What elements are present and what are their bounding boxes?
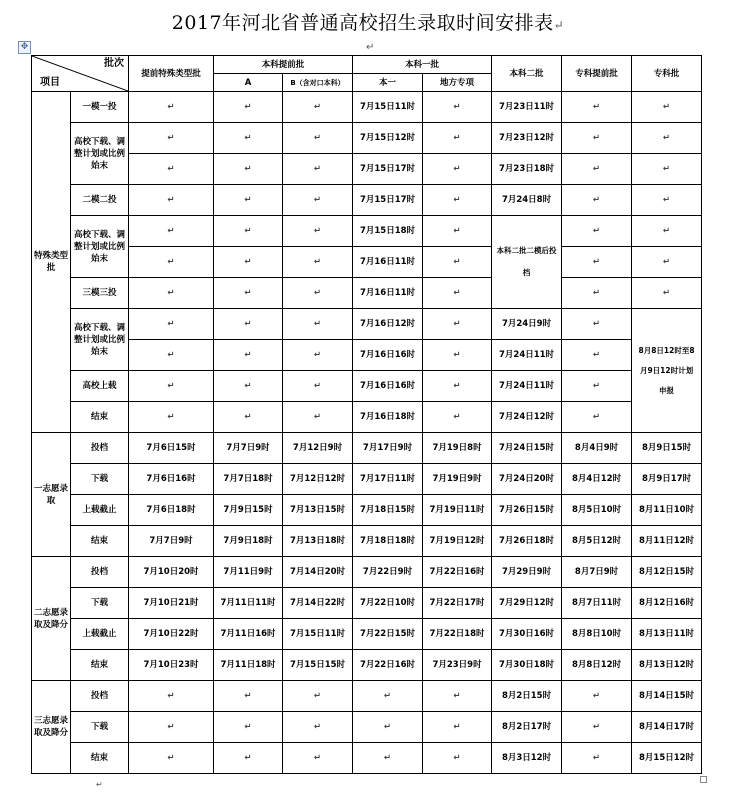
col-header-special: 提前特殊类型批	[129, 56, 214, 92]
time-cell: 7月10日20时	[129, 557, 214, 588]
item-label: 下载	[71, 588, 129, 619]
empty-cell: ↵	[423, 247, 492, 278]
col-header-bk1: 本科一批	[353, 56, 492, 74]
empty-cell: ↵	[562, 92, 632, 123]
time-cell: 7月17日9时	[353, 433, 423, 464]
empty-cell: ↵	[129, 712, 214, 743]
empty-cell: ↵	[129, 681, 214, 712]
time-cell: 7月23日12时	[492, 123, 562, 154]
empty-cell: ↵	[214, 92, 283, 123]
col-header-bk1-b: 地方专项	[423, 74, 492, 92]
time-cell: 7月18日18时	[353, 526, 423, 557]
empty-cell: ↵	[283, 681, 353, 712]
empty-cell: ↵	[423, 278, 492, 309]
time-cell: 8月8日10时	[562, 619, 632, 650]
time-cell: 8月5日12时	[562, 526, 632, 557]
col-header-bk-early-b: B（含对口本科）	[283, 74, 353, 92]
empty-cell: ↵	[562, 681, 632, 712]
time-cell: 8月5日10时	[562, 495, 632, 526]
empty-cell: ↵	[129, 340, 214, 371]
time-cell: 8月12日15时	[632, 557, 702, 588]
time-cell: 7月11日16时	[214, 619, 283, 650]
merged-bk2-cell: 本科二批二模后投档	[492, 216, 562, 309]
paragraph-mark: ↵	[96, 780, 103, 789]
empty-cell: ↵	[562, 402, 632, 433]
empty-cell: ↵	[423, 712, 492, 743]
time-cell: 7月16日16时	[353, 371, 423, 402]
time-cell: 7月22日10时	[353, 588, 423, 619]
empty-cell: ↵	[423, 92, 492, 123]
item-label: 结束	[71, 526, 129, 557]
time-cell: 7月14日22时	[283, 588, 353, 619]
empty-cell: ↵	[129, 278, 214, 309]
time-cell: 8月8日12时	[562, 650, 632, 681]
time-cell: 7月15日11时	[283, 619, 353, 650]
time-cell: 7月15日17时	[353, 154, 423, 185]
empty-cell: ↵	[562, 185, 632, 216]
empty-cell: ↵	[632, 92, 702, 123]
time-cell: 8月15日12时	[632, 743, 702, 774]
time-cell: 7月30日16时	[492, 619, 562, 650]
col-header-zk-early: 专科提前批	[562, 56, 632, 92]
time-cell: 7月10日23时	[129, 650, 214, 681]
time-cell: 7月16日11时	[353, 247, 423, 278]
item-label: 一模一投	[71, 92, 129, 123]
time-cell: 7月19日8时	[423, 433, 492, 464]
time-cell: 7月17日11时	[353, 464, 423, 495]
empty-cell: ↵	[214, 743, 283, 774]
item-label: 下载	[71, 712, 129, 743]
empty-cell: ↵	[632, 123, 702, 154]
empty-cell: ↵	[353, 712, 423, 743]
empty-cell: ↵	[214, 154, 283, 185]
time-cell: 7月29日12时	[492, 588, 562, 619]
empty-cell: ↵	[283, 123, 353, 154]
item-label: 高校下载、调整计划或比例始末	[71, 123, 129, 185]
empty-cell: ↵	[632, 154, 702, 185]
time-cell: 7月22日16时	[353, 650, 423, 681]
empty-cell: ↵	[214, 681, 283, 712]
time-cell: 7月24日20时	[492, 464, 562, 495]
empty-cell: ↵	[562, 309, 632, 340]
col-header-bk1-a: 本一	[353, 74, 423, 92]
time-cell: 7月14日20时	[283, 557, 353, 588]
time-cell: 7月23日18时	[492, 154, 562, 185]
time-cell: 7月24日11时	[492, 340, 562, 371]
item-label: 三模三投	[71, 278, 129, 309]
empty-cell: ↵	[214, 185, 283, 216]
table-resize-handle[interactable]	[700, 776, 707, 783]
time-cell: 7月10日22时	[129, 619, 214, 650]
time-cell: 7月18日15时	[353, 495, 423, 526]
empty-cell: ↵	[214, 371, 283, 402]
schedule-table	[31, 55, 702, 774]
time-cell: 7月22日17时	[423, 588, 492, 619]
time-cell: 8月14日17时	[632, 712, 702, 743]
empty-cell: ↵	[562, 712, 632, 743]
empty-cell: ↵	[423, 154, 492, 185]
time-cell: 7月7日9时	[129, 526, 214, 557]
time-cell: 7月26日18时	[492, 526, 562, 557]
empty-cell: ↵	[129, 247, 214, 278]
empty-cell: ↵	[423, 681, 492, 712]
section-third: 三志愿录取及降分	[32, 681, 71, 774]
corner-label-item: 项目	[40, 77, 60, 88]
empty-cell: ↵	[129, 743, 214, 774]
time-cell: 7月23日11时	[492, 92, 562, 123]
empty-cell: ↵	[562, 123, 632, 154]
time-cell: 7月9日15时	[214, 495, 283, 526]
time-cell: 7月24日11时	[492, 371, 562, 402]
empty-cell: ↵	[283, 278, 353, 309]
corner-header-cell	[32, 56, 129, 92]
time-cell: 8月3日12时	[492, 743, 562, 774]
col-header-bk-early: 本科提前批	[214, 56, 353, 74]
empty-cell: ↵	[283, 154, 353, 185]
empty-cell: ↵	[129, 92, 214, 123]
empty-cell: ↵	[632, 278, 702, 309]
time-cell: 8月11日12时	[632, 526, 702, 557]
time-cell: 7月30日18时	[492, 650, 562, 681]
section-second: 二志愿录取及降分	[32, 557, 71, 681]
empty-cell: ↵	[562, 340, 632, 371]
item-label: 结束	[71, 743, 129, 774]
item-label: 结束	[71, 402, 129, 433]
empty-cell: ↵	[423, 185, 492, 216]
empty-cell: ↵	[129, 309, 214, 340]
time-cell: 7月16日12时	[353, 309, 423, 340]
empty-cell: ↵	[423, 309, 492, 340]
item-label: 下载	[71, 464, 129, 495]
empty-cell: ↵	[283, 92, 353, 123]
col-header-bk2: 本科二批	[492, 56, 562, 92]
time-cell: 7月24日15时	[492, 433, 562, 464]
time-cell: 7月7日9时	[214, 433, 283, 464]
empty-cell: ↵	[214, 278, 283, 309]
time-cell: 7月15日17时	[353, 185, 423, 216]
time-cell: 7月15日11时	[353, 92, 423, 123]
empty-cell: ↵	[214, 123, 283, 154]
time-cell: 8月11日10时	[632, 495, 702, 526]
time-cell: 7月16日16时	[353, 340, 423, 371]
time-cell: 8月4日12时	[562, 464, 632, 495]
item-label: 上载截止	[71, 495, 129, 526]
time-cell: 8月7日11时	[562, 588, 632, 619]
time-cell: 7月22日18时	[423, 619, 492, 650]
time-cell: 7月6日15时	[129, 433, 214, 464]
empty-cell: ↵	[423, 340, 492, 371]
empty-cell: ↵	[562, 247, 632, 278]
time-cell: 7月11日11时	[214, 588, 283, 619]
empty-cell: ↵	[562, 278, 632, 309]
time-cell: 7月24日12时	[492, 402, 562, 433]
time-cell: 7月26日15时	[492, 495, 562, 526]
time-cell: 7月15日12时	[353, 123, 423, 154]
time-cell: 7月19日11时	[423, 495, 492, 526]
empty-cell: ↵	[283, 743, 353, 774]
paragraph-mark: ↵	[366, 42, 375, 53]
section-first: 一志愿录取	[32, 433, 71, 557]
empty-cell: ↵	[353, 681, 423, 712]
empty-cell: ↵	[283, 247, 353, 278]
empty-cell: ↵	[562, 743, 632, 774]
page-title: 2017年河北省普通高校招生录取时间安排表↵	[171, 12, 565, 34]
empty-cell: ↵	[283, 309, 353, 340]
time-cell: 7月23日9时	[423, 650, 492, 681]
time-cell: 7月22日16时	[423, 557, 492, 588]
time-cell: 7月11日18时	[214, 650, 283, 681]
time-cell: 8月12日16时	[632, 588, 702, 619]
empty-cell: ↵	[562, 154, 632, 185]
item-label: 高校下载、调整计划或比例始末	[71, 309, 129, 371]
time-cell: 7月7日18时	[214, 464, 283, 495]
time-cell: 7月19日9时	[423, 464, 492, 495]
empty-cell: ↵	[214, 247, 283, 278]
time-cell: 7月16日18时	[353, 402, 423, 433]
time-cell: 7月24日8时	[492, 185, 562, 216]
empty-cell: ↵	[214, 402, 283, 433]
empty-cell: ↵	[423, 743, 492, 774]
item-label: 上载截止	[71, 619, 129, 650]
empty-cell: ↵	[129, 123, 214, 154]
empty-cell: ↵	[129, 371, 214, 402]
empty-cell: ↵	[214, 712, 283, 743]
empty-cell: ↵	[283, 216, 353, 247]
paragraph-mark: ↵	[553, 18, 565, 32]
empty-cell: ↵	[562, 371, 632, 402]
time-cell: 7月29日9时	[492, 557, 562, 588]
empty-cell: ↵	[283, 712, 353, 743]
time-cell: 7月19日12时	[423, 526, 492, 557]
time-cell: 8月14日15时	[632, 681, 702, 712]
time-cell: 7月22日9时	[353, 557, 423, 588]
empty-cell: ↵	[214, 309, 283, 340]
item-label: 高校上载	[71, 371, 129, 402]
empty-cell: ↵	[632, 185, 702, 216]
col-header-zk: 专科批	[632, 56, 702, 92]
item-label: 投档	[71, 681, 129, 712]
time-cell: 8月13日11时	[632, 619, 702, 650]
item-label: 投档	[71, 433, 129, 464]
time-cell: 7月9日18时	[214, 526, 283, 557]
time-cell: 7月13日18时	[283, 526, 353, 557]
empty-cell: ↵	[423, 371, 492, 402]
col-header-bk-early-a: A	[214, 74, 283, 92]
corner-label-batch: 批次	[104, 58, 124, 69]
merged-zk-cell: 8月8日12时至8月9日12时计划申报	[632, 309, 702, 433]
empty-cell: ↵	[283, 185, 353, 216]
empty-cell: ↵	[632, 247, 702, 278]
time-cell: 8月9日17时	[632, 464, 702, 495]
empty-cell: ↵	[423, 216, 492, 247]
time-cell: 7月10日21时	[129, 588, 214, 619]
time-cell: 7月12日12时	[283, 464, 353, 495]
item-label: 二模二投	[71, 185, 129, 216]
empty-cell: ↵	[214, 340, 283, 371]
time-cell: 7月15日18时	[353, 216, 423, 247]
empty-cell: ↵	[423, 123, 492, 154]
item-label: 结束	[71, 650, 129, 681]
item-label: 投档	[71, 557, 129, 588]
empty-cell: ↵	[283, 340, 353, 371]
section-special: 特殊类型批	[32, 92, 71, 433]
empty-cell: ↵	[214, 216, 283, 247]
time-cell: 7月13日15时	[283, 495, 353, 526]
time-cell: 7月11日9时	[214, 557, 283, 588]
empty-cell: ↵	[129, 402, 214, 433]
empty-cell: ↵	[283, 371, 353, 402]
empty-cell: ↵	[632, 216, 702, 247]
item-label: 高校下载、调整计划或比例始末	[71, 216, 129, 278]
empty-cell: ↵	[129, 154, 214, 185]
table-move-handle-icon[interactable]: ✥	[18, 41, 31, 54]
time-cell: 7月16日11时	[353, 278, 423, 309]
time-cell: 8月9日15时	[632, 433, 702, 464]
time-cell: 8月2日17时	[492, 712, 562, 743]
empty-cell: ↵	[562, 216, 632, 247]
empty-cell: ↵	[283, 402, 353, 433]
time-cell: 7月22日15时	[353, 619, 423, 650]
time-cell: 7月12日9时	[283, 433, 353, 464]
time-cell: 7月15日15时	[283, 650, 353, 681]
time-cell: 8月4日9时	[562, 433, 632, 464]
time-cell: 7月6日16时	[129, 464, 214, 495]
time-cell: 7月6日18时	[129, 495, 214, 526]
time-cell: 8月2日15时	[492, 681, 562, 712]
time-cell: 7月24日9时	[492, 309, 562, 340]
empty-cell: ↵	[129, 185, 214, 216]
empty-cell: ↵	[353, 743, 423, 774]
time-cell: 8月13日12时	[632, 650, 702, 681]
time-cell: 8月7日9时	[562, 557, 632, 588]
empty-cell: ↵	[423, 402, 492, 433]
empty-cell: ↵	[129, 216, 214, 247]
